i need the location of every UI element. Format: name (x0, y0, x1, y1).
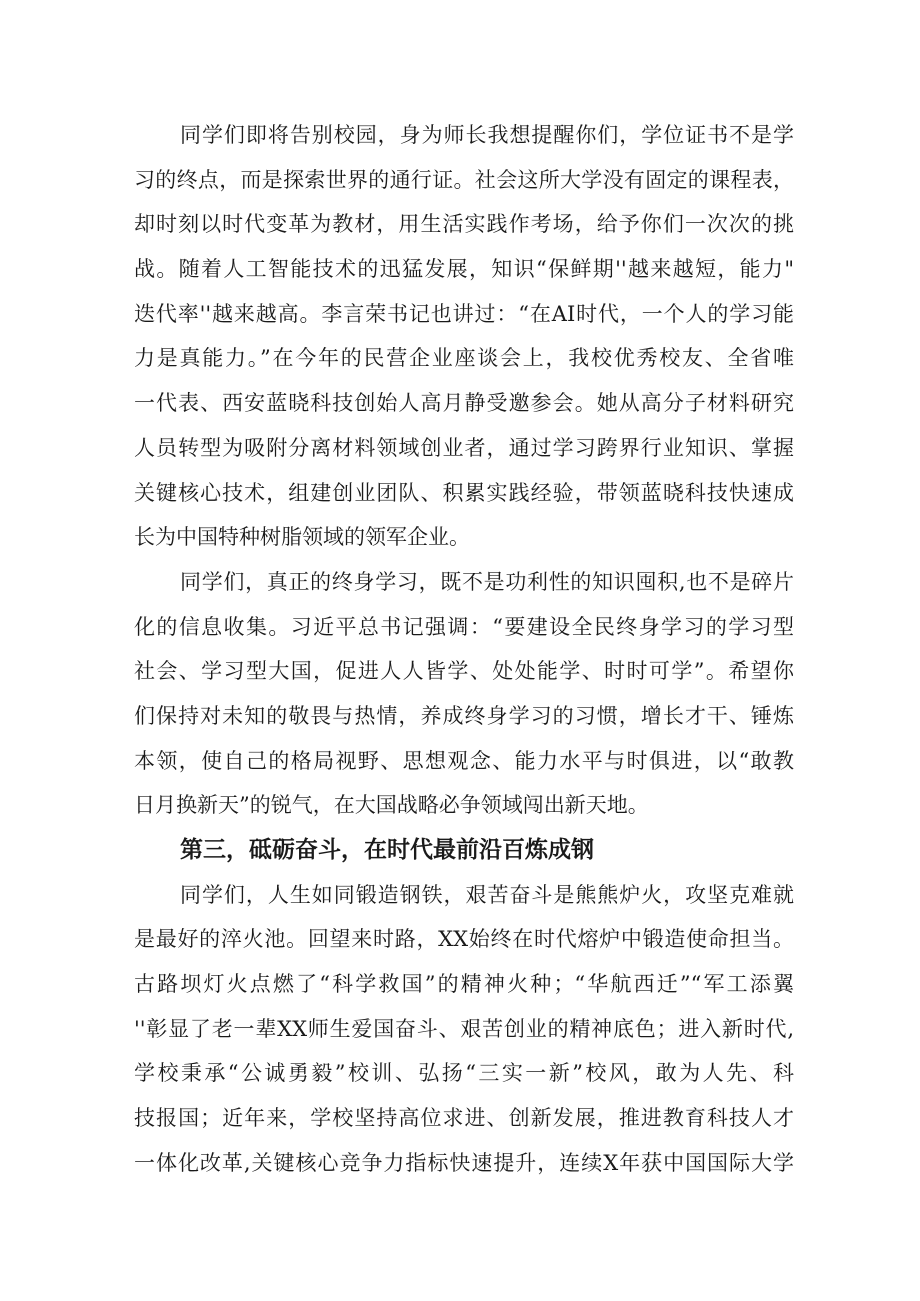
text-line: 同学们，真正的终身学习，既不是功利性的知识囤积,也不是碎片 (180, 569, 794, 594)
text-line: 技报国；近年来，学校坚持高位求进、创新发展，推进教育科技人才 (134, 1106, 794, 1131)
text-line: 本领，使自己的格局视野、思想观念、能力水平与时俱进，以“敢教 (134, 748, 794, 773)
text-line: 同学们，人生如同锻造钢铁，艰苦奋斗是熊熊炉火，攻坚克难就 (180, 882, 794, 907)
text-line: 人员转型为吸附分离材料领域创业者，通过学习跨界行业知识、掌握 (134, 435, 794, 460)
text-line: 学校秉承“公诚勇毅”校训、弘扬“三实一新”校风，敢为人先、科 (134, 1061, 794, 1086)
text-line: 长为中国特种树脂领域的领军企业。 (134, 525, 470, 550)
paragraph-3 (134, 873, 794, 1186)
text-line: ''彰显了老一辈XX师生爱国奋斗、艰苦创业的精神底色；进入新时代, (134, 1016, 794, 1041)
text-line: 同学们即将告别校园，身为师长我想提醒你们，学位证书不是学 (180, 123, 794, 147)
text-line: 一代表、西安蓝晓科技创始人高月静受邀参会。她从高分子材料研究 (134, 391, 794, 416)
text-line: 社会、学习型大国，促进人人皆学、处处能学、时时可学”。希望你 (134, 659, 794, 684)
text-line: 力是真能力。”在今年的民营企业座谈会上，我校优秀校友、全省唯 (134, 346, 794, 371)
paragraph-2 (134, 560, 794, 828)
text-line: 化的信息收集。习近平总书记强调：“要建设全民终身学习的学习型 (134, 614, 794, 639)
paragraph-1 (134, 113, 794, 560)
text-line: 习的终点，而是探索世界的通行证。社会这所大学没有固定的课程表， (134, 167, 794, 192)
document-body (134, 113, 794, 1186)
text-line: 迭代率''越来越高。李言荣书记也讲过：“在AI时代，一个人的学习能 (134, 301, 794, 326)
text-line: 是最好的淬火池。回望来时路，XX始终在时代熔炉中锻造使命担当。 (134, 927, 794, 952)
text-line: 一体化改革,关键核心竞争力指标快速提升，连续X年获中国国际大学 (134, 1150, 794, 1175)
text-line: 古路坝灯火点燃了“科学救国”的精神火种；“华航西迁”“军工添翼 (134, 972, 794, 997)
text-line: 们保持对未知的敬畏与热情，养成终身学习的习惯，增长才干、锤炼 (134, 703, 794, 728)
text-line: 却时刻以时代变革为教材，用生活实践作考场，给予你们一次次的挑 (134, 212, 794, 237)
section-heading: 第三，砥砺奋斗，在时代最前沿百炼成钢 (180, 837, 594, 863)
text-line: 关键核心技术，组建创业团队、积累实践经验，带领蓝晓科技快速成 (134, 480, 794, 505)
text-line: 战。随着人工智能技术的迅猛发展，知识“保鲜期''越来越短，能力" (134, 257, 794, 282)
text-line: 日月换新天”的锐气，在大国战略必争领域闯出新天地。 (134, 793, 649, 818)
